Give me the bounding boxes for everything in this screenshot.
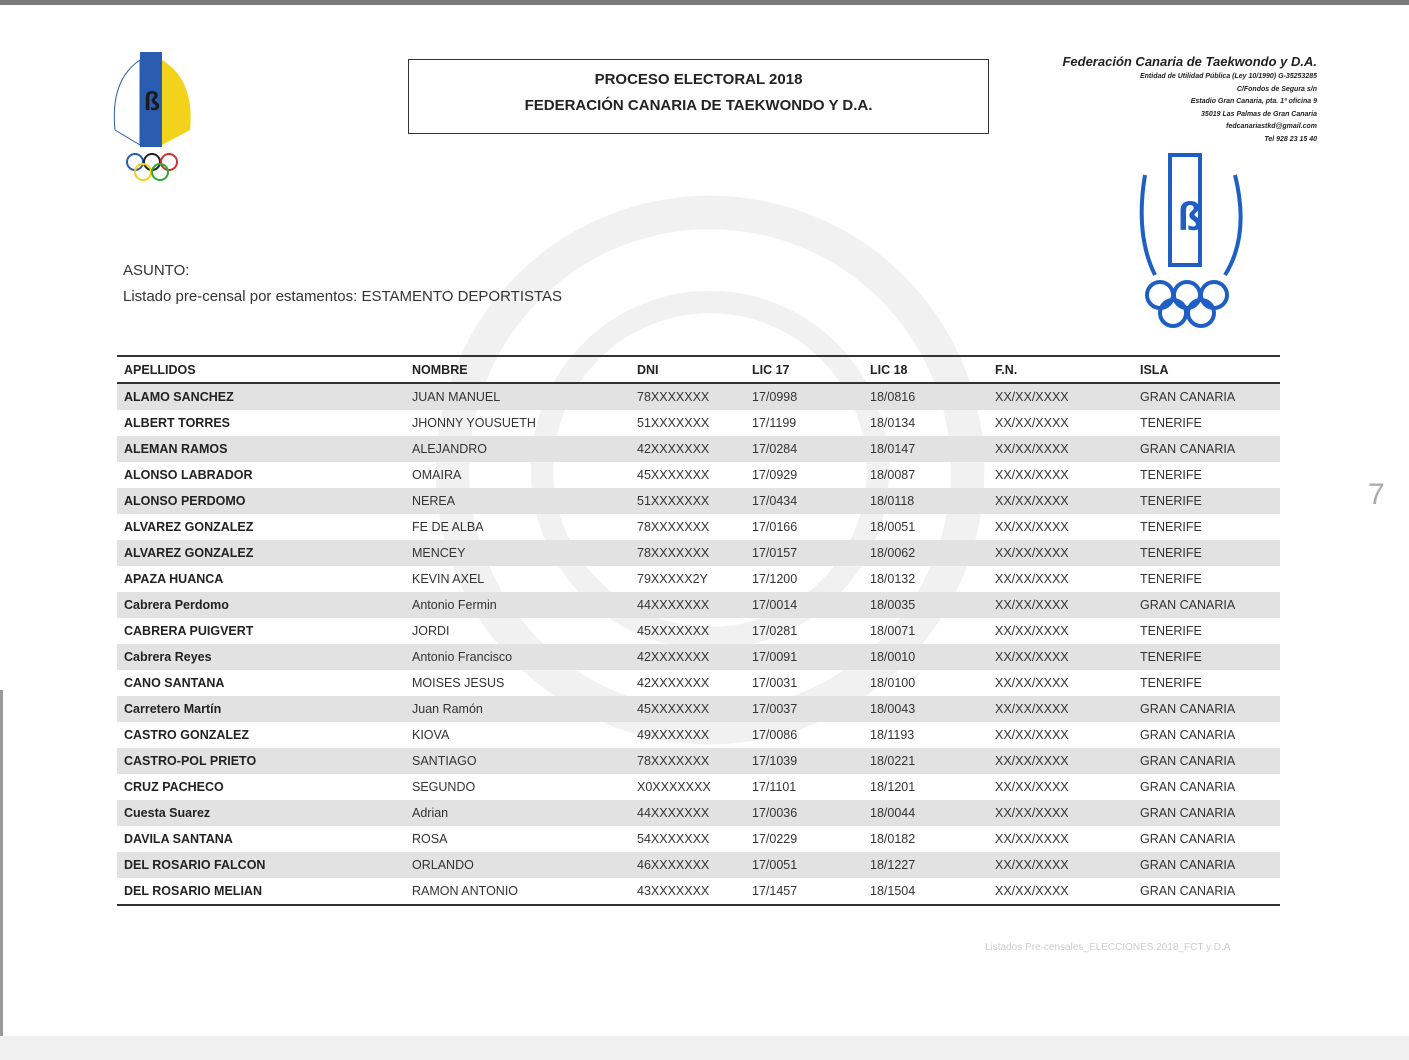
dni-cell: 45XXXXXXX [637, 468, 710, 482]
birthdate-cell: XX/XX/XXXX [988, 800, 1133, 826]
island-cell: GRAN CANARIA [1140, 728, 1236, 742]
bottom-border [0, 1036, 1409, 1060]
birthdate-cell: XX/XX/XXXX [995, 676, 1069, 690]
surname-cell: CASTRO-POL PRIETO [117, 748, 405, 774]
birthdate-cell: XX/XX/XXXX [988, 383, 1133, 410]
name-cell: SANTIAGO [405, 748, 630, 774]
lic17-cell: 17/0086 [752, 728, 798, 742]
dni-cell: X0XXXXXXX [637, 780, 711, 794]
island-cell: GRAN CANARIA [1140, 780, 1236, 794]
birthdate-cell: XX/XX/XXXX [988, 592, 1133, 618]
surname-cell: Cabrera Perdomo [117, 592, 405, 618]
table-header [117, 356, 1280, 383]
lic18-cell: 18/0010 [863, 644, 988, 670]
lic18-cell: 18/0221 [863, 748, 988, 774]
org-line: C/Fondos de Segura s/n [1236, 85, 1317, 93]
lic18-cell: 18/0087 [870, 468, 916, 482]
subject-text: Listado pre-censal por estamentos: ESTAMENTO DEPORTISTAS [123, 288, 563, 305]
table-row [117, 436, 1280, 462]
name-cell: ALEJANDRO [405, 436, 630, 462]
lic17-cell: 17/0434 [745, 488, 863, 514]
surname-cell: ALONSO LABRADOR [124, 468, 253, 482]
organization-info [1062, 54, 1317, 146]
birthdate-cell: XX/XX/XXXX [995, 520, 1069, 534]
birthdate-cell: XX/XX/XXXX [988, 878, 1133, 905]
name-cell: MOISES JESUS [412, 676, 505, 690]
dni-cell: 42XXXXXXX [637, 676, 710, 690]
column-header: APELLIDOS [117, 356, 405, 383]
census-table [117, 355, 1280, 906]
lic17-cell: 17/0998 [745, 383, 863, 410]
federation-logo [100, 50, 210, 185]
svg-text:ß: ß [144, 86, 160, 116]
column-header: F.N. [988, 356, 1133, 383]
name-cell: JORDI [412, 624, 450, 638]
surname-cell: APAZA HUANCA [124, 572, 224, 586]
table-row [117, 462, 1280, 488]
org-line: Entidad de Utilidad Pública (Ley 10/1990) G-35253285 [1139, 73, 1317, 80]
lic18-cell: 18/0051 [870, 520, 916, 534]
surname-cell: ALONSO PERDOMO [117, 488, 405, 514]
dni-cell: 79XXXXX2Y [637, 572, 708, 586]
lic17-cell: 17/0037 [745, 696, 863, 722]
name-cell: MENCEY [405, 540, 630, 566]
dni-cell: 78XXXXXXX [630, 748, 745, 774]
island-cell: TENERIFE [1140, 520, 1202, 534]
lic18-cell: 18/0035 [863, 592, 988, 618]
lic17-cell: 17/0091 [745, 644, 863, 670]
table-row [117, 826, 1280, 852]
table-row [117, 878, 1280, 905]
title-line-1: PROCESO ELECTORAL 2018 [594, 71, 803, 88]
name-cell: NEREA [405, 488, 630, 514]
lic18-cell: 18/0147 [863, 436, 988, 462]
island-cell: GRAN CANARIA [1133, 436, 1280, 462]
birthdate-cell: XX/XX/XXXX [988, 540, 1133, 566]
lic17-cell: 17/0229 [752, 832, 798, 846]
surname-cell: DEL ROSARIO FALCON [117, 852, 405, 878]
title-box [408, 59, 989, 134]
name-cell: ORLANDO [405, 852, 630, 878]
lic17-cell: 17/0031 [752, 676, 798, 690]
lic18-cell: 18/0134 [870, 416, 916, 430]
island-cell: GRAN CANARIA [1133, 592, 1280, 618]
birthdate-cell: XX/XX/XXXX [995, 780, 1069, 794]
name-cell: JUAN MANUEL [405, 383, 630, 410]
dni-cell: 49XXXXXXX [637, 728, 710, 742]
lic17-cell: 17/0051 [745, 852, 863, 878]
lic17-cell: 17/0929 [752, 468, 798, 482]
table-row [117, 748, 1280, 774]
lic18-cell: 18/1227 [863, 852, 988, 878]
dni-cell: 44XXXXXXX [630, 592, 745, 618]
name-cell: JHONNY YOUSUETH [412, 416, 536, 430]
lic18-cell: 18/1504 [863, 878, 988, 905]
dni-cell: 51XXXXXXX [630, 488, 745, 514]
column-header: DNI [630, 356, 745, 383]
org-email: fedcanariastkd@gmail.com [1226, 123, 1317, 130]
birthdate-cell: XX/XX/XXXX [988, 696, 1133, 722]
name-cell: SEGUNDO [412, 780, 476, 794]
org-line: 35019 Las Palmas de Gran Canaria [1201, 110, 1317, 118]
surname-cell: Cuesta Suarez [117, 800, 405, 826]
name-cell: Adrian [405, 800, 630, 826]
surname-cell: ALBERT TORRES [124, 416, 231, 430]
dni-cell: 42XXXXXXX [630, 644, 745, 670]
dni-cell: 51XXXXXXX [637, 416, 710, 430]
table-row [117, 696, 1280, 722]
surname-cell: ALVAREZ GONZALEZ [124, 520, 254, 534]
island-cell: TENERIFE [1140, 416, 1202, 430]
birthdate-cell: XX/XX/XXXX [988, 748, 1133, 774]
column-header: LIC 17 [745, 356, 863, 383]
scan-edge [0, 690, 3, 1036]
birthdate-cell: XX/XX/XXXX [995, 624, 1069, 638]
lic17-cell: 17/1101 [752, 780, 797, 794]
surname-cell: CANO SANTANA [124, 676, 225, 690]
lic18-cell: 18/0043 [863, 696, 988, 722]
surname-cell: ALVAREZ GONZALEZ [117, 540, 405, 566]
birthdate-cell: XX/XX/XXXX [995, 468, 1069, 482]
name-cell: KIOVA [412, 728, 450, 742]
table-row [117, 644, 1280, 670]
name-cell: RAMON ANTONIO [405, 878, 630, 905]
column-header: ISLA [1133, 356, 1280, 383]
name-cell: Antonio Francisco [405, 644, 630, 670]
lic17-cell: 17/0284 [745, 436, 863, 462]
lic18-cell: 18/0182 [870, 832, 916, 846]
birthdate-cell: XX/XX/XXXX [995, 832, 1069, 846]
dni-cell: 45XXXXXXX [630, 696, 745, 722]
table-row [117, 774, 1280, 800]
name-cell: ROSA [412, 832, 448, 846]
lic17-cell: 17/0166 [752, 520, 798, 534]
dni-cell: 78XXXXXXX [637, 520, 710, 534]
island-cell: TENERIFE [1140, 624, 1202, 638]
island-cell: TENERIFE [1133, 644, 1280, 670]
subject-label: ASUNTO: [123, 262, 190, 279]
lic18-cell: 18/1193 [870, 728, 915, 742]
top-border [0, 0, 1409, 5]
island-cell: GRAN CANARIA [1140, 832, 1236, 846]
dni-cell: 44XXXXXXX [630, 800, 745, 826]
lic18-cell: 18/0100 [870, 676, 916, 690]
birthdate-cell: XX/XX/XXXX [988, 488, 1133, 514]
column-header: LIC 18 [863, 356, 988, 383]
surname-cell: CABRERA PUIGVERT [124, 624, 254, 638]
surname-cell: CASTRO GONZALEZ [124, 728, 249, 742]
name-cell: OMAIRA [412, 468, 462, 482]
name-cell: Juan Ramón [405, 696, 630, 722]
lic18-cell: 18/0816 [863, 383, 988, 410]
surname-cell: CRUZ PACHECO [124, 780, 224, 794]
subject [123, 258, 562, 310]
lic18-cell: 18/0118 [863, 488, 988, 514]
island-cell: TENERIFE [1140, 572, 1202, 586]
birthdate-cell: XX/XX/XXXX [995, 416, 1069, 430]
table-row [117, 852, 1280, 878]
dni-cell: 54XXXXXXX [637, 832, 710, 846]
name-cell: Antonio Fermin [405, 592, 630, 618]
surname-cell: Carretero Martín [117, 696, 405, 722]
name-cell: KEVIN AXEL [412, 572, 485, 586]
surname-cell: Cabrera Reyes [117, 644, 405, 670]
table-row [117, 566, 1280, 592]
table-row [117, 722, 1280, 748]
island-cell: GRAN CANARIA [1133, 878, 1280, 905]
table-row [117, 488, 1280, 514]
title-line-2: FEDERACIÓN CANARIA DE TAEKWONDO Y D.A. [524, 97, 873, 114]
island-cell: TENERIFE [1140, 468, 1202, 482]
surname-cell: ALEMAN RAMOS [117, 436, 405, 462]
surname-cell: ALAMO SANCHEZ [117, 383, 405, 410]
lic17-cell: 17/1039 [745, 748, 863, 774]
dni-cell: 45XXXXXXX [637, 624, 710, 638]
footer-text: Listados Pre-censales_ELECCIONES 2018_FCT y D.A [985, 942, 1231, 953]
dni-cell: 43XXXXXXX [630, 878, 745, 905]
federation-stamp [1115, 135, 1265, 330]
org-phone: Tel 928 23 15 40 [1264, 135, 1317, 143]
org-name: Federación Canaria de Taekwondo y D.A. [1062, 54, 1317, 69]
lic18-cell: 18/0044 [863, 800, 988, 826]
dni-cell: 46XXXXXXX [630, 852, 745, 878]
lic17-cell: 17/1200 [752, 572, 798, 586]
org-line: Estadio Gran Canaria, pta. 1ª oficina 9 [1190, 98, 1317, 105]
table-row [117, 514, 1280, 540]
lic17-cell: 17/1199 [752, 416, 797, 430]
surname-cell: DEL ROSARIO MELIAN [117, 878, 405, 905]
island-cell: GRAN CANARIA [1133, 800, 1280, 826]
island-cell: GRAN CANARIA [1133, 383, 1280, 410]
table-row [117, 618, 1280, 644]
island-cell: TENERIFE [1140, 676, 1202, 690]
lic18-cell: 18/0071 [870, 624, 916, 638]
dni-cell: 42XXXXXXX [630, 436, 745, 462]
table-row [117, 410, 1280, 436]
column-header: NOMBRE [405, 356, 630, 383]
surname-cell: DAVILA SANTANA [124, 832, 233, 846]
lic18-cell: 18/0062 [863, 540, 988, 566]
table-row [117, 383, 1280, 410]
birthdate-cell: XX/XX/XXXX [995, 728, 1069, 742]
lic17-cell: 17/1457 [745, 878, 863, 905]
birthdate-cell: XX/XX/XXXX [988, 852, 1133, 878]
table-row [117, 670, 1280, 696]
island-cell: GRAN CANARIA [1133, 748, 1280, 774]
lic17-cell: 17/0157 [745, 540, 863, 566]
island-cell: GRAN CANARIA [1133, 696, 1280, 722]
birthdate-cell: XX/XX/XXXX [988, 436, 1133, 462]
lic18-cell: 18/0132 [870, 572, 916, 586]
table-row [117, 592, 1280, 618]
birthdate-cell: XX/XX/XXXX [988, 644, 1133, 670]
lic17-cell: 17/0036 [745, 800, 863, 826]
dni-cell: 78XXXXXXX [630, 540, 745, 566]
lic17-cell: 17/0014 [745, 592, 863, 618]
dni-cell: 78XXXXXXX [630, 383, 745, 410]
birthdate-cell: XX/XX/XXXX [995, 572, 1069, 586]
svg-text:ß: ß [1177, 195, 1203, 239]
page-number: 7 [1368, 478, 1385, 511]
island-cell: TENERIFE [1133, 488, 1280, 514]
lic18-cell: 18/1201 [870, 780, 916, 794]
island-cell: GRAN CANARIA [1133, 852, 1280, 878]
table-row [117, 540, 1280, 566]
lic17-cell: 17/0281 [752, 624, 798, 638]
name-cell: FE DE ALBA [412, 520, 484, 534]
island-cell: TENERIFE [1133, 540, 1280, 566]
table-row [117, 800, 1280, 826]
